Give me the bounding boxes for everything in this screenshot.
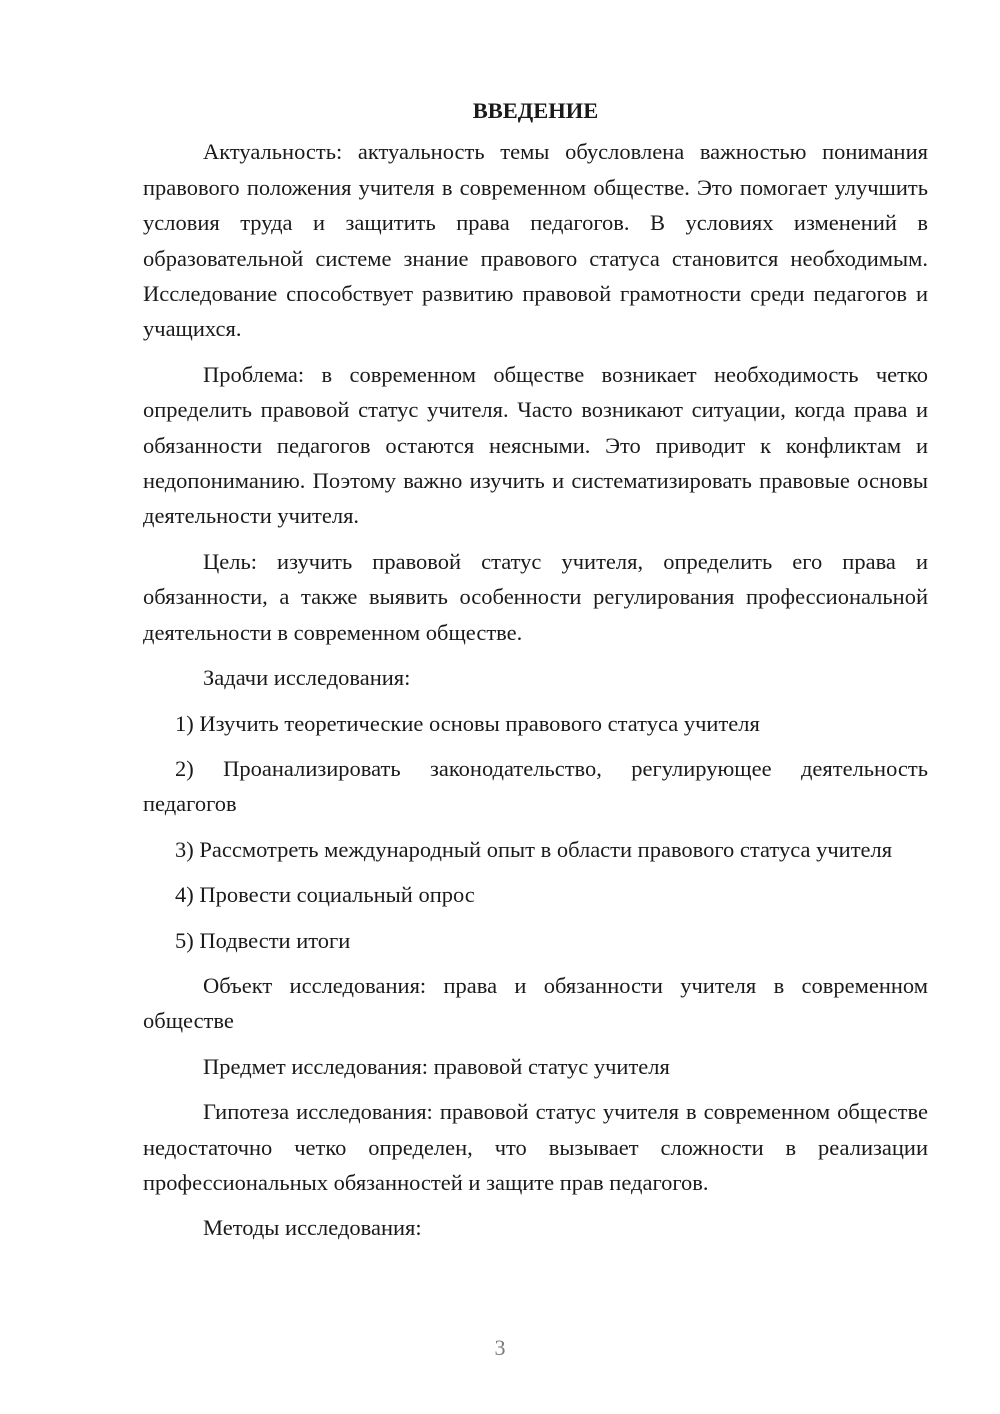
problem-paragraph: Проблема: в современном обществе возникает необходимость четко определить правовой статус учителя. Часто возникают ситуации, когда права и обязанности педагогов остаются неясными. Это приводит к конфликтам и недопониманию. Поэтому важно изучить и систематизировать правовые основы деятельности учителя. [143,361,928,529]
object-paragraph: Объект исследования: права и обязанности учителя в современном обществе [143,972,928,1034]
tasks-list [143,706,928,958]
relevance-paragraph: Актуальность: актуальность темы обусловлена важностью понимания правового положения учителя в современном обществе. Это помогает улучшить условия труда и защитить права педагогов. В условиях изменений в образовательной системе знание правового статуса становится необходимым. Исследование способствует развитию правовой грамотности среди педагогов и учащихся. [143,139,928,342]
tasks-title: Задачи исследования: [203,665,411,691]
task-item: 1) Изучить теоретические основы правового статуса учителя [175,710,760,736]
goal-paragraph: Цель: изучить правовой статус учителя, определить его права и обязанности, а также выявить особенности регулирования профессиональной деятельности в современном обществе. [143,548,928,645]
page-content [143,93,928,1256]
task-item: 2) Проанализировать законодательство, регулирующее деятельность педагогов [143,755,928,817]
task-item: 4) Провести социальный опрос [175,882,475,908]
methods-title: Методы исследования: [203,1215,422,1241]
task-item: 5) Подвести итоги [175,927,351,953]
subject-paragraph: Предмет исследования: правовой статус учителя [203,1053,670,1079]
section-heading: ВВЕДЕНИЕ [472,98,599,123]
task-item: 3) Рассмотреть международный опыт в области правового статуса учителя [175,836,893,862]
page-number: 3 [494,1335,506,1360]
hypothesis-paragraph: Гипотеза исследования: правовой статус учителя в современном обществе недостаточно четко определен, что вызывает сложности в реализации профессиональных обязанностей и защите прав педагогов. [143,1099,928,1195]
